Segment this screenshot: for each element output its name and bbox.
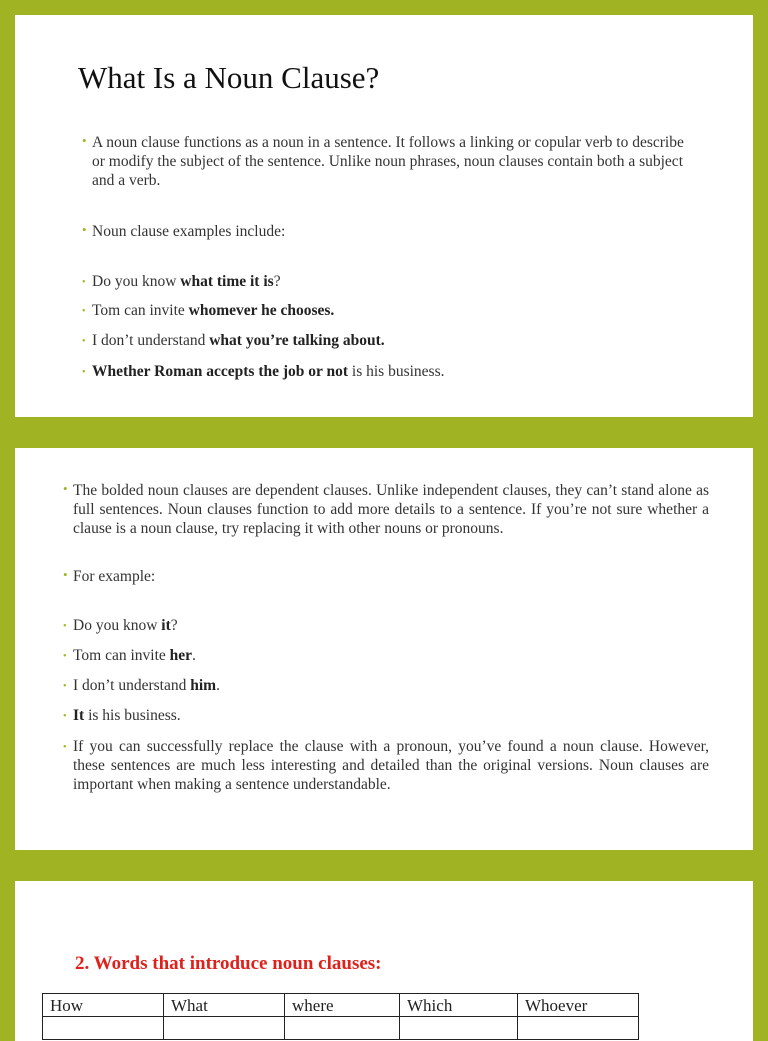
slide-title: What Is a Noun Clause? <box>78 60 380 95</box>
table-cell <box>43 1017 164 1040</box>
list-item: • Do you know what time it is? <box>82 273 281 290</box>
table-cell <box>285 1017 400 1040</box>
list-item: • Tom can invite her. <box>63 647 196 664</box>
list-item: • I don’t understand him. <box>63 677 220 694</box>
table-cell <box>518 1017 639 1040</box>
definition-text: A noun clause functions as a noun in a sentence. It follows a linking or copular verb to describe or modify the subject of the sentence. Unlike noun phrases, noun clauses contain both a subject and a verb. <box>92 134 684 189</box>
bullet-icon: • <box>82 133 87 148</box>
bullet-icon: • <box>63 567 68 582</box>
bullet-icon: • <box>63 481 68 496</box>
list-item: • It is his business. <box>63 707 181 724</box>
conclusion-bullet <box>63 737 709 794</box>
intro-bullet <box>63 481 709 538</box>
bullet-icon: • <box>63 621 67 632</box>
list-item: • Tom can invite whomever he chooses. <box>82 302 335 319</box>
section-heading: 2. Words that introduce noun clauses: <box>75 953 382 974</box>
bullet-icon: • <box>63 742 67 753</box>
bullet-icon: • <box>82 277 86 288</box>
definition-bullet <box>82 133 692 190</box>
table-cell: Which <box>400 994 518 1017</box>
slide-introducing-words <box>15 881 753 1041</box>
examples-intro-text: Noun clause examples include: <box>92 223 286 240</box>
table-cell <box>164 1017 285 1040</box>
bullet-icon: • <box>82 336 86 347</box>
list-item: • Whether Roman accepts the job or not is his business. <box>82 363 445 380</box>
words-table <box>42 993 639 1040</box>
table-row <box>43 994 639 1017</box>
bullet-icon: • <box>63 711 67 722</box>
list-item: • Do you know it? <box>63 617 178 634</box>
table-cell: where <box>285 994 400 1017</box>
bullet-icon: • <box>82 306 86 317</box>
list-item: • I don’t understand what you’re talking about. <box>82 332 385 349</box>
table-cell: Whoever <box>518 994 639 1017</box>
table-cell: How <box>43 994 164 1017</box>
table-cell <box>400 1017 518 1040</box>
bullet-icon: • <box>82 367 86 378</box>
bullet-icon: • <box>63 651 67 662</box>
bullet-icon: • <box>82 222 87 237</box>
bullet-icon: • <box>63 681 67 692</box>
example-label-text: For example: <box>73 568 156 585</box>
examples-intro-bullet <box>82 222 286 241</box>
conclusion-text: If you can successfully replace the clause with a pronoun, you’ve found a noun clause. However, these sentences are much less interesting and detailed than the original versions. Noun clauses are important when making a sentence understandable. <box>73 738 709 793</box>
slide-noun-clause-explanation <box>15 448 753 850</box>
example-label-bullet <box>63 567 156 586</box>
table-cell: What <box>164 994 285 1017</box>
slide-what-is-noun-clause <box>15 15 753 417</box>
table-row <box>43 1017 639 1040</box>
intro-text: The bolded noun clauses are dependent clauses. Unlike independent clauses, they can’t stand alone as full sentences. Noun clauses function to add more details to a sentence. If you’re not sure whether a clause is a noun clause, try replacing it with other nouns or pronouns. <box>73 482 709 537</box>
